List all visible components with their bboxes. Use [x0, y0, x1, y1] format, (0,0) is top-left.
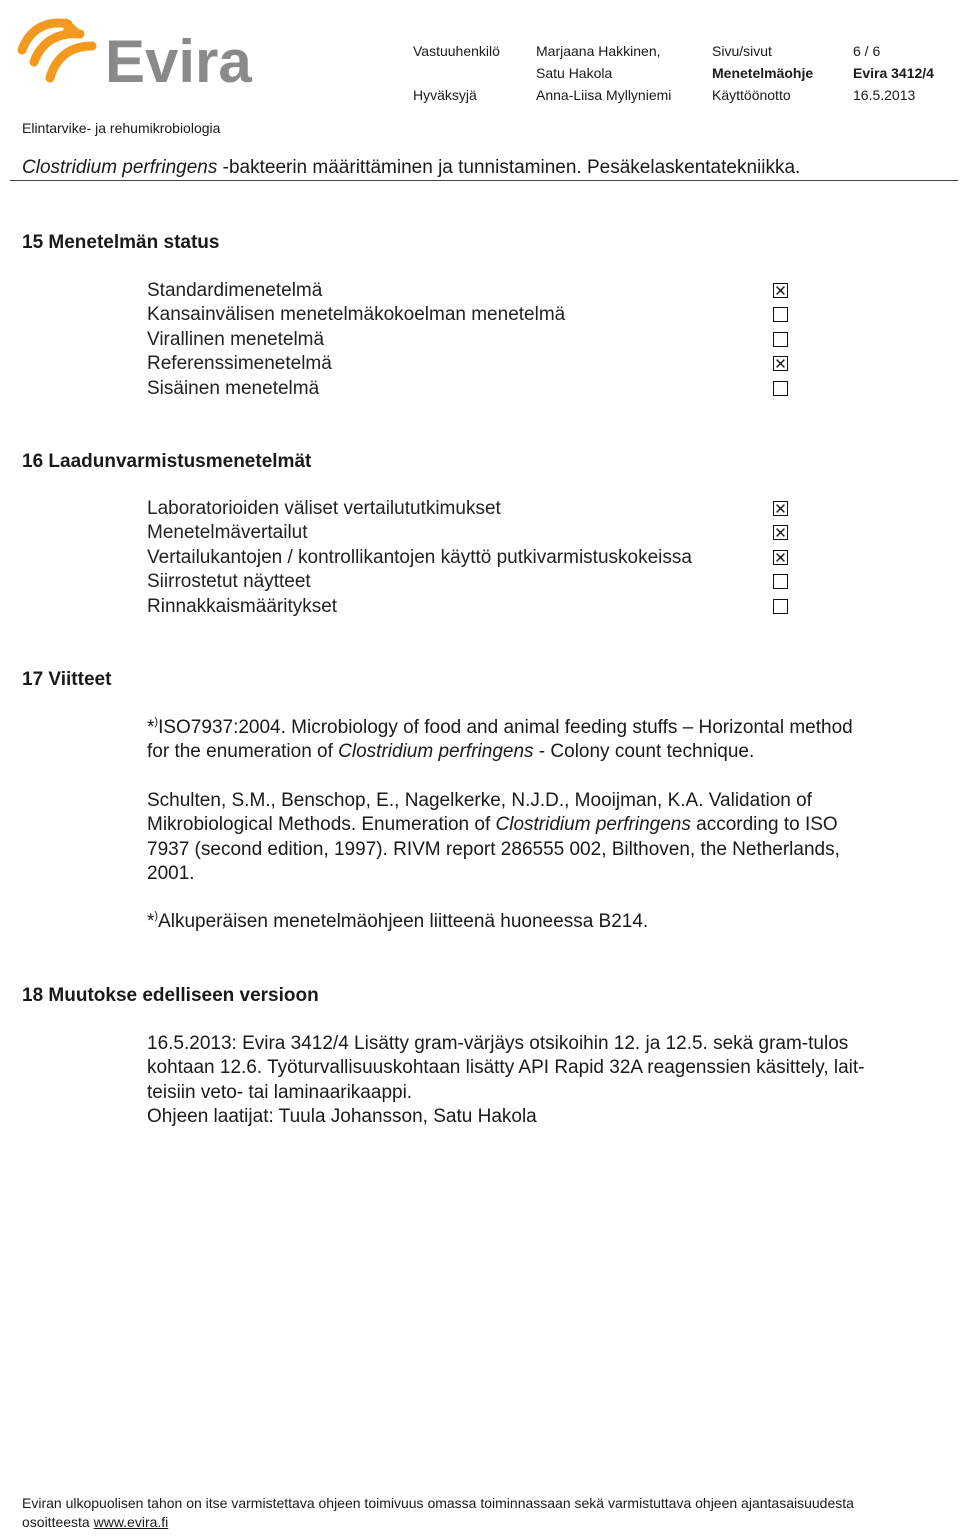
footnote-sup: ): [154, 716, 159, 728]
reference-iso: [147, 716, 937, 765]
section-15-heading: 15 Menetelmän status: [22, 232, 220, 253]
status-option-row: [147, 279, 797, 303]
status-option-label: Kansainvälisen menetelmäkokoelman menetelmä: [147, 304, 566, 326]
reference-iso-line-2-pre: for the enumeration of: [147, 741, 339, 763]
department: Elintarvike- ja rehumikrobiologia: [22, 120, 221, 136]
doctype-label: Menetelmäohje: [712, 65, 814, 81]
reference-iso-line-1: ISO7937:2004. Microbiology of food and animal feeding stuffs – Horizontal method: [158, 717, 853, 738]
changes-line-3: teisiin veto- tai laminaarikaappi.: [147, 1081, 413, 1103]
reference-schulten-line-2-post: according to ISO: [690, 814, 838, 836]
qa-option-row: [147, 497, 797, 521]
reference-iso-line-2-post: - Colony count technique.: [533, 741, 755, 763]
changes-text: [147, 1032, 937, 1129]
title-organism: Clostridium perfringens: [22, 157, 218, 178]
reference-note: [147, 910, 937, 934]
section-18-heading: 18 Muutokse edelliseen versioon: [22, 985, 319, 1006]
empty-box-icon[interactable]: [773, 599, 788, 614]
approver-label: Hyväksyjä: [413, 87, 477, 103]
checked-box-icon[interactable]: [773, 550, 788, 565]
status-option-label: Sisäinen menetelmä: [147, 377, 320, 399]
approver-name: Anna-Liisa Myllyniemi: [536, 87, 672, 103]
qa-option-label: Siirrostetut näytteet: [147, 571, 311, 593]
authors-line: Ohjeen laatijat: Tuula Johansson, Satu Hakola: [147, 1105, 537, 1127]
qa-option-label: Rinnakkaismääritykset: [147, 595, 338, 617]
header-divider: [10, 180, 958, 181]
reference-schulten-line-4: 2001.: [147, 862, 195, 884]
evira-logo-mark: [10, 10, 265, 90]
reference-schulten-organism: Clostridium perfringens: [495, 814, 691, 836]
note-marker: *: [147, 911, 155, 932]
qa-option-label: Vertailukantojen / kontrollikantojen käyttö putkivarmistuskokeissa: [147, 546, 692, 568]
section-17-heading: 17 Viitteet: [22, 669, 112, 690]
section-16-heading: 16 Laadunvarmistusmenetelmät: [22, 451, 312, 472]
qa-option-row: [147, 595, 797, 619]
reference-iso-organism: Clostridium perfringens: [338, 741, 534, 763]
qa-option-row: [147, 546, 797, 570]
effective-label: Käyttöönotto: [712, 87, 791, 103]
status-option-label: Referenssimenetelmä: [147, 353, 332, 375]
evira-logo: [10, 10, 265, 90]
reference-schulten-line-1: Schulten, S.M., Benschop, E., Nagelkerke, N.J.D., Mooijman, K.A. Validation of: [147, 790, 812, 811]
changes-line-2: kohtaan 12.6. Työturvallisuuskohtaan lisätty API Rapid 32A reagenssien käsittely, lait-: [147, 1057, 865, 1079]
empty-box-icon[interactable]: [773, 381, 788, 396]
effective-date: 16.5.2013: [853, 87, 916, 103]
status-option-row: [147, 377, 797, 401]
checked-box-icon[interactable]: [773, 356, 788, 371]
status-option-row: [147, 352, 797, 376]
footer: [22, 1494, 952, 1532]
document-title: [22, 157, 800, 179]
status-option-row: [147, 328, 797, 352]
status-option-label: Virallinen menetelmä: [147, 328, 325, 350]
checked-box-icon[interactable]: [773, 283, 788, 298]
empty-box-icon[interactable]: [773, 332, 788, 347]
status-option-label: Standardimenetelmä: [147, 280, 323, 301]
footer-disclaimer: Eviran ulkopuolisen tahon on itse varmistettava ohjeen toimivuus omassa toiminnassaan sekä varmistuttava ohjeen ajantasaisuudesta: [22, 1495, 854, 1511]
responsible-label: Vastuuhenkilö: [413, 43, 500, 59]
empty-box-icon[interactable]: [773, 574, 788, 589]
checked-box-icon[interactable]: [773, 501, 788, 516]
logo-wordmark: Evira: [105, 28, 252, 90]
title-rest: -bakteerin määrittäminen ja tunnistaminen. Pesäkelaskentatekniikka.: [217, 157, 801, 178]
qa-option-label: Menetelmävertailut: [147, 522, 308, 544]
qa-option-label: Laboratorioiden väliset vertailututkimukset: [147, 498, 501, 519]
checked-box-icon[interactable]: [773, 525, 788, 540]
footnote-marker: *: [147, 717, 155, 738]
note-sup: ): [154, 910, 159, 922]
responsible-name-1: Marjaana Hakkinen,: [536, 43, 661, 59]
qa-option-row: [147, 570, 797, 594]
changes-line-1: 16.5.2013: Evira 3412/4 Lisätty gram-värjäys otsikoihin 12. ja 12.5. sekä gram-tulos: [147, 1033, 849, 1054]
note-text: Alkuperäisen menetelmäohjeen liitteenä huoneessa B214.: [158, 911, 649, 932]
empty-box-icon[interactable]: [773, 307, 788, 322]
pages-value: 6 / 6: [853, 43, 881, 59]
status-option-row: [147, 303, 797, 327]
responsible-name-2: Satu Hakola: [536, 65, 613, 81]
evira-link[interactable]: www.evira.fi: [93, 1514, 169, 1530]
reference-schulten-line-3: 7937 (second edition, 1997). RIVM report 286555 002, Bilthoven, the Netherlands,: [147, 838, 840, 860]
reference-schulten-line-2-pre: Mikrobiological Methods. Enumeration of: [147, 814, 496, 836]
doc-id: Evira 3412/4: [853, 65, 934, 81]
qa-option-row: [147, 521, 797, 545]
pages-label: Sivu/sivut: [712, 43, 772, 59]
reference-schulten: [147, 789, 937, 886]
footer-disclaimer-end: osoitteesta: [22, 1514, 94, 1530]
